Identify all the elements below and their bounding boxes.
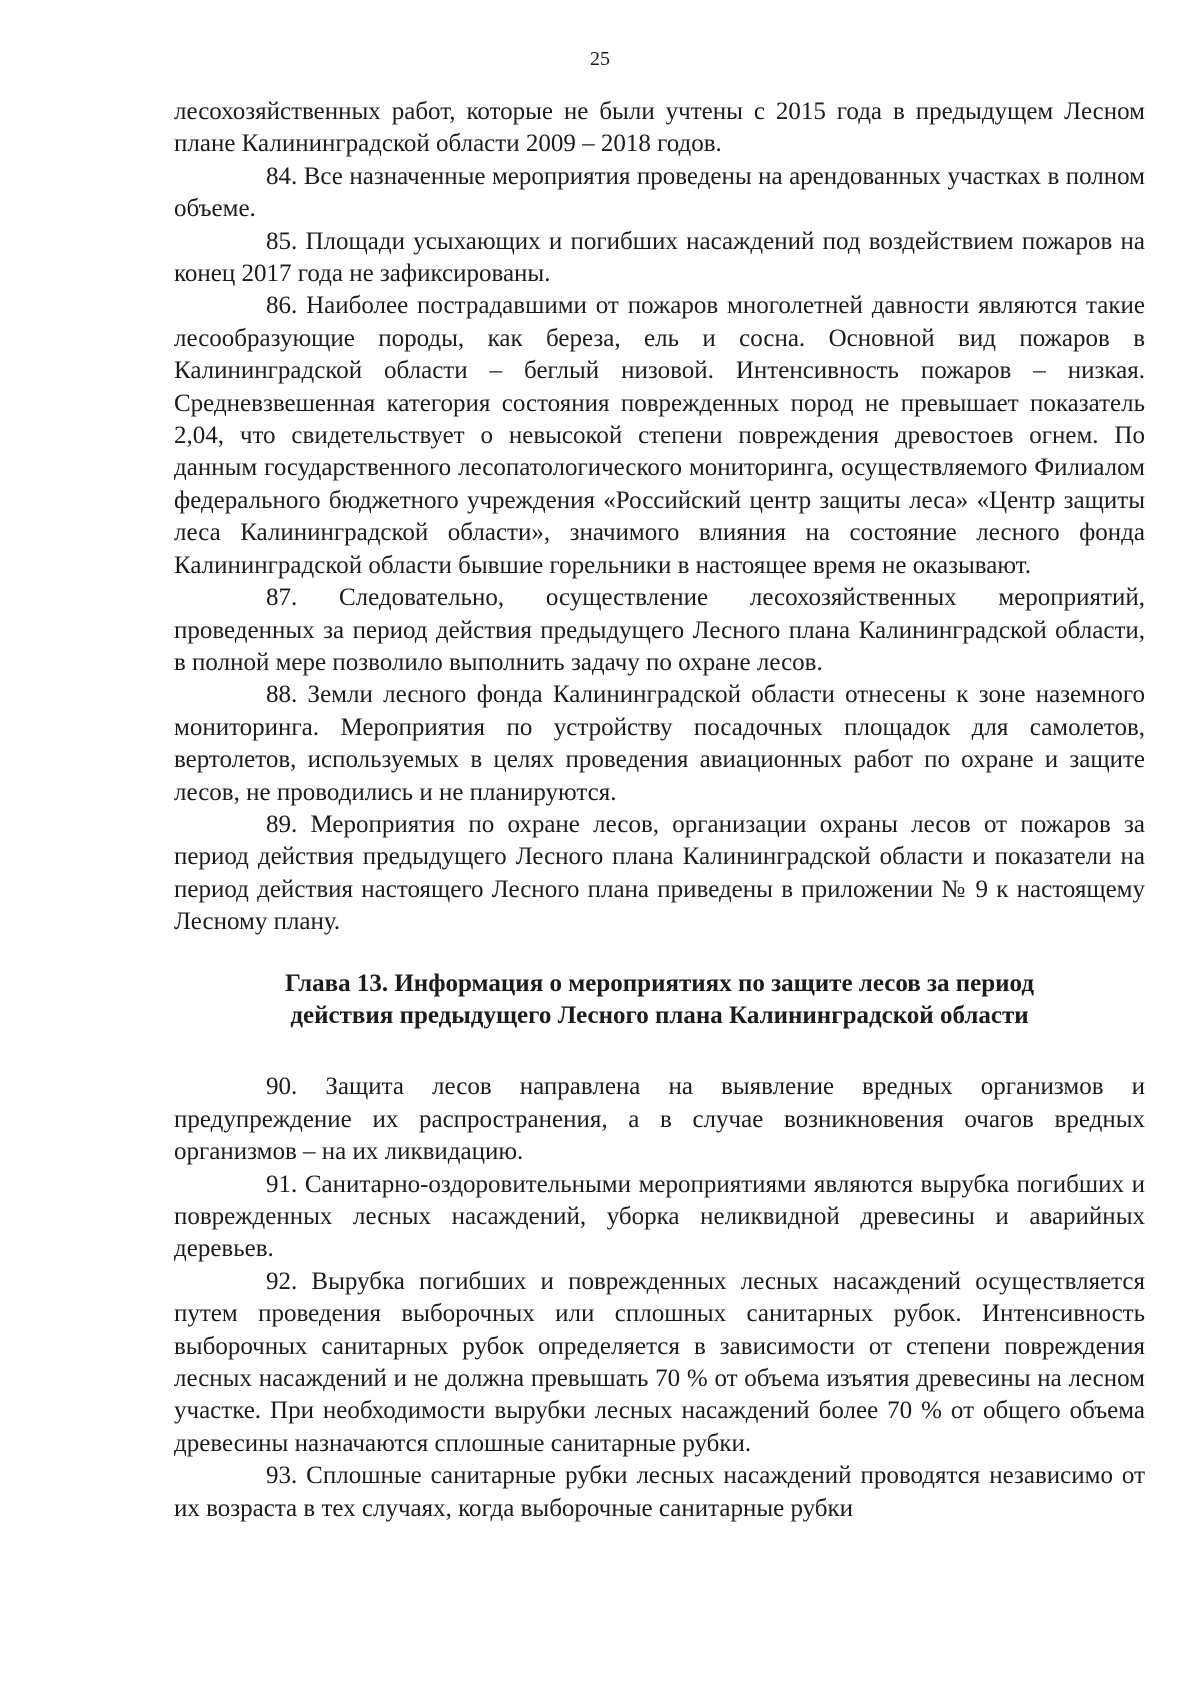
paragraph-92: 92. Вырубка погибших и поврежденных лесных насаждений осуществляется путем проведения выборочных или сплошных санитарных рубок. Интенсивность выборочных санитарных рубок определяется в зависимости от степени повреждения лесных насаждений и не должна превышать 70 % от объема изъятия древесины на лесном участке. При необходимости вырубки лесных насаждений более 70 % от общего объема древесины назначаются сплошные санитарные рубки. (174, 1267, 1145, 1457)
paragraph-continuation: лесохозяйственных работ, которые не были учтены с 2015 года в предыдущем Лесном плане Калининградской области 2009 – 2018 годов. (174, 98, 1145, 158)
paragraph-89: 89. Мероприятия по охране лесов, организации охраны лесов от пожаров за период действия предыдущего Лесного плана Калининградской области и показатели на период действия настоящего Лесного плана приведены в приложении № 9 к настоящему Лесному плану. (174, 810, 1145, 936)
paragraph-88: 88. Земли лесного фонда Калининградской области отнесены к зоне наземного мониторинга. Мероприятия по устройству посадочных площадок для самолетов, вертолетов, используемых в целях проведения авиационных работ по охране и защите лесов, не проводились и не планируются. (174, 681, 1145, 806)
chapter-heading (174, 968, 1145, 1033)
paragraph-86: 86. Наиболее пострадавшими от пожаров многолетней давности являются такие лесообразующие породы, как береза, ель и сосна. Основной вид пожаров в Калининградской области – беглый низовой. Интенсивность пожаров – низкая. Средневзвешенная категория состояния поврежденных пород не превышает показатель 2,04, что свидетельствует о невысокой степени повреждения древостоев огнем. По данным государственного лесопатологического мониторинга, осуществляемого Филиалом федерального бюджетного учреждения «Российский центр защиты леса» «Центр защиты леса Калининградской области», значимого влияния на состояние лесного фонда Калининградской области бывшие горельники в настоящее время не оказывают. (174, 292, 1145, 579)
paragraph-84: 84. Все назначенные мероприятия проведены на арендованных участках в полном объеме. (174, 162, 1145, 223)
paragraph-85: 85. Площади усыхающих и погибших насаждений под воздействием пожаров на конец 2017 года не зафиксированы. (174, 227, 1145, 288)
paragraph-87: 87. Следовательно, осуществление лесохозяйственных мероприятий, проведенных за период действия предыдущего Лесного плана Калининградской области, в полной мере позволило выполнить задачу по охране лесов. (174, 584, 1145, 676)
document-body (174, 96, 1145, 1525)
chapter-heading-line-2: действия предыдущего Лесного плана Калининградской области (290, 1001, 1029, 1029)
paragraph-90: 90. Защита лесов направлена на выявление вредных организмов и предупреждение их распространения, а в случае возникновения очагов вредных организмов – на их ликвидацию. (174, 1073, 1145, 1166)
paragraph-93: 93. Сплошные санитарные рубки лесных насаждений проводятся независимо от их возраста в тех случаях, когда выборочные санитарные рубки (174, 1462, 1145, 1522)
paragraph-91: 91. Санитарно-оздоровительными мероприятиями являются вырубка погибших и поврежденных лесных насаждений, уборка неликвидной древесины и аварийных деревьев. (174, 1170, 1145, 1263)
page-number: 25 (590, 48, 610, 70)
chapter-heading-line-1: Глава 13. Информация о мероприятиях по защите лесов за период (285, 969, 1034, 997)
